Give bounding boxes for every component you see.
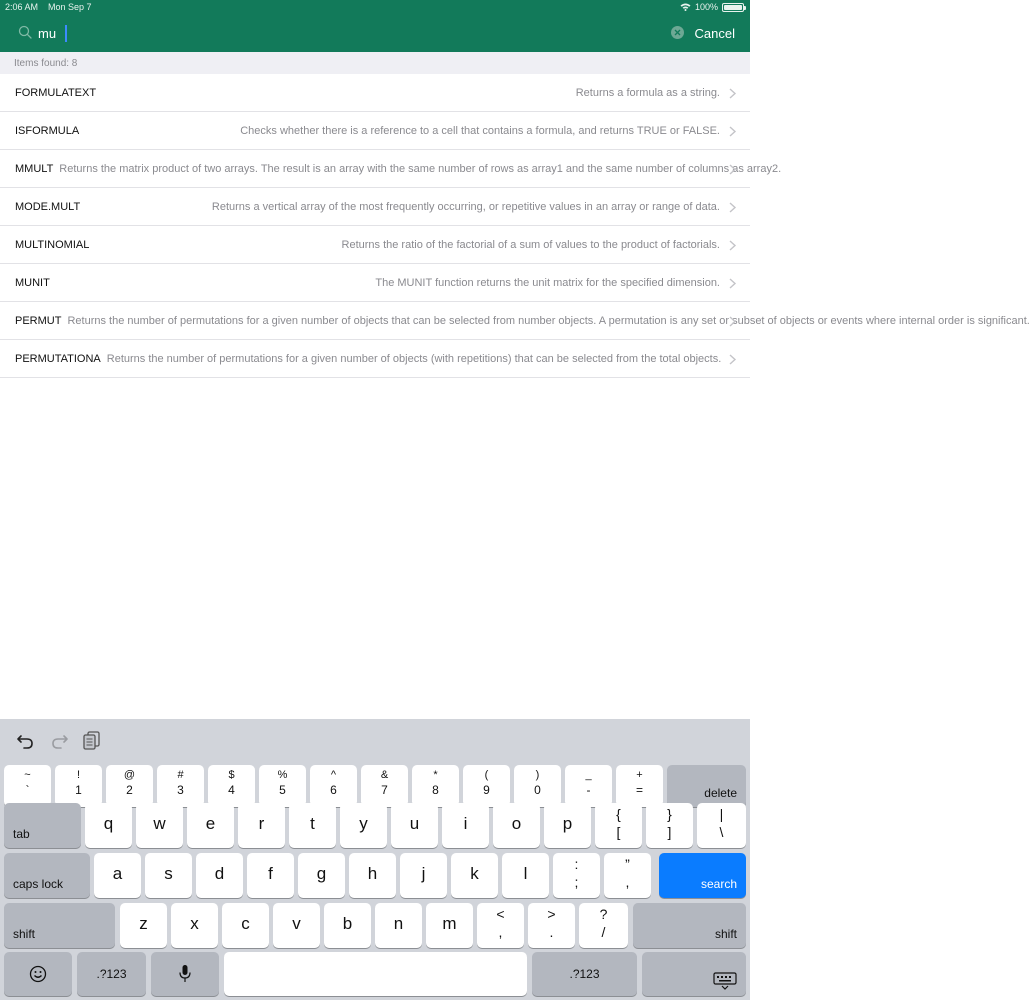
results-list (0, 74, 1030, 378)
search-key[interactable]: search (659, 853, 746, 898)
key-d[interactable]: d (196, 853, 243, 898)
key-minus[interactable]: _ - (565, 765, 612, 807)
redo-icon[interactable] (48, 729, 70, 751)
chevron-right-icon (729, 240, 736, 251)
key-q[interactable]: q (85, 803, 132, 848)
search-icon (18, 25, 33, 40)
function-name: MUNIT (15, 276, 50, 289)
numbers-key-right[interactable]: .?123 (532, 952, 637, 996)
key-y[interactable]: y (340, 803, 387, 848)
chevron-right-icon (729, 164, 736, 175)
keyboard-shortcut-bar (0, 719, 750, 761)
key-l[interactable]: l (502, 853, 549, 898)
list-item[interactable] (0, 74, 750, 112)
battery-percent: 100% (694, 2, 718, 12)
onscreen-keyboard (0, 719, 750, 1000)
key-backslash[interactable]: | \ (697, 803, 746, 848)
key-x[interactable]: x (171, 903, 218, 948)
function-description: The MUNIT function returns the unit matrix for the specified dimension. (375, 276, 720, 289)
function-description: Returns a vertical array of the most frequently occurring, or repetitive values in an array or range of data. (211, 200, 720, 213)
key-o[interactable]: o (493, 803, 540, 848)
key-9[interactable]: ( 9 (463, 765, 510, 807)
key-3[interactable]: # 3 (157, 765, 204, 807)
key-5[interactable]: % 5 (259, 765, 306, 807)
delete-key[interactable]: delete (667, 765, 746, 807)
status-bar (0, 0, 750, 14)
key-1[interactable]: ! 1 (55, 765, 102, 807)
search-input[interactable] (38, 20, 658, 46)
function-name: FORMULATEXT (15, 86, 97, 99)
list-item[interactable] (0, 226, 750, 264)
key-g[interactable]: g (298, 853, 345, 898)
text-caret (65, 25, 67, 42)
key-8[interactable]: * 8 (412, 765, 459, 807)
key-c[interactable]: c (222, 903, 269, 948)
function-description: Returns the ratio of the factorial of a sum of values to the product of factorials. (341, 238, 720, 251)
list-item[interactable] (0, 264, 750, 302)
list-item[interactable] (0, 150, 782, 188)
status-date: Mon Sep 7 (48, 2, 92, 12)
chevron-right-icon (729, 202, 736, 213)
list-item[interactable] (0, 112, 750, 150)
key-w[interactable]: w (136, 803, 183, 848)
key-m[interactable]: m (426, 903, 473, 948)
function-description: Returns a formula as a string. (575, 86, 720, 99)
key-slash[interactable]: ? / (579, 903, 628, 948)
key-equals[interactable]: + = (616, 765, 663, 807)
hide-keyboard-key[interactable] (642, 952, 746, 996)
status-time: 2:06 AM (5, 2, 39, 12)
key-t[interactable]: t (289, 803, 336, 848)
search-bar (12, 20, 694, 46)
keyboard-dismiss-icon (713, 972, 737, 990)
function-description: Returns the number of permutations for a given number of objects that can be selected from number objects. A permutation is any set or subset of objects or events where internal order is significant. (67, 314, 1030, 327)
key-left-brace[interactable]: { [ (595, 803, 642, 848)
chevron-right-icon (729, 278, 736, 289)
key-h[interactable]: h (349, 853, 396, 898)
results-count-bar (0, 52, 750, 74)
right-shift-key[interactable]: shift (633, 903, 746, 948)
list-item[interactable] (0, 340, 750, 378)
emoji-icon (29, 965, 47, 983)
numbers-key-left[interactable]: .?123 (77, 952, 146, 996)
key-a[interactable]: a (94, 853, 141, 898)
caps-lock-key[interactable]: caps lock (4, 853, 90, 898)
key-b[interactable]: b (324, 903, 371, 948)
left-shift-key[interactable]: shift (4, 903, 115, 948)
function-name: PERMUTATIONA (15, 352, 101, 365)
key-backtick[interactable]: ~ ` (4, 765, 51, 807)
chevron-right-icon (729, 354, 736, 365)
key-k[interactable]: k (451, 853, 498, 898)
space-key[interactable] (224, 952, 527, 996)
key-z[interactable]: z (120, 903, 167, 948)
key-j[interactable]: j (400, 853, 447, 898)
key-p[interactable]: p (544, 803, 591, 848)
key-u[interactable]: u (391, 803, 438, 848)
key-0[interactable]: ) 0 (514, 765, 561, 807)
clear-search-button[interactable] (671, 26, 684, 39)
wifi-icon (680, 3, 691, 11)
function-name: PERMUT (15, 314, 62, 327)
undo-icon[interactable] (15, 729, 37, 751)
key-f[interactable]: f (247, 853, 294, 898)
chevron-right-icon (729, 316, 736, 327)
status-right (680, 2, 744, 12)
tab-key[interactable]: tab (4, 803, 81, 848)
list-item[interactable] (0, 302, 1030, 340)
key-i[interactable]: i (442, 803, 489, 848)
results-count: Items found: 8 (14, 58, 78, 69)
key-4[interactable]: $ 4 (208, 765, 255, 807)
list-item[interactable] (0, 188, 750, 226)
emoji-key[interactable] (4, 952, 72, 996)
chevron-right-icon (729, 126, 736, 137)
dictation-key[interactable] (151, 952, 219, 996)
battery-icon (722, 3, 744, 12)
key-v[interactable]: v (273, 903, 320, 948)
function-name: MULTINOMIAL (15, 238, 90, 251)
key-7[interactable]: & 7 (361, 765, 408, 807)
function-description: Checks whether there is a reference to a cell that contains a formula, and returns TRUE or FALSE. (240, 124, 720, 137)
chevron-right-icon (729, 88, 736, 99)
key-comma[interactable]: < , (477, 903, 524, 948)
function-description: Returns the number of permutations for a given number of objects (with repetitions) that can be selected from the total objects. (106, 352, 722, 365)
key-6[interactable]: ^ 6 (310, 765, 357, 807)
key-n[interactable]: n (375, 903, 422, 948)
key-2[interactable]: @ 2 (106, 765, 153, 807)
paste-icon[interactable] (81, 729, 103, 751)
search-header (0, 0, 750, 52)
function-name: ISFORMULA (15, 124, 80, 137)
function-description: Returns the matrix product of two arrays. The result is an array with the same number of rows as array1 and the same number of columns as array2. (59, 162, 782, 175)
key-period[interactable]: > . (528, 903, 575, 948)
key-quote[interactable]: ” , (604, 853, 651, 898)
clear-icon (674, 29, 681, 36)
cancel-button[interactable]: Cancel (694, 26, 735, 41)
key-semicolon[interactable]: : ; (553, 853, 600, 898)
microphone-icon (178, 964, 192, 984)
key-s[interactable]: s (145, 853, 192, 898)
function-name: MODE.MULT (15, 200, 81, 213)
key-right-brace[interactable]: } ] (646, 803, 693, 848)
key-r[interactable]: r (238, 803, 285, 848)
key-e[interactable]: e (187, 803, 234, 848)
function-name: MMULT (15, 162, 54, 175)
